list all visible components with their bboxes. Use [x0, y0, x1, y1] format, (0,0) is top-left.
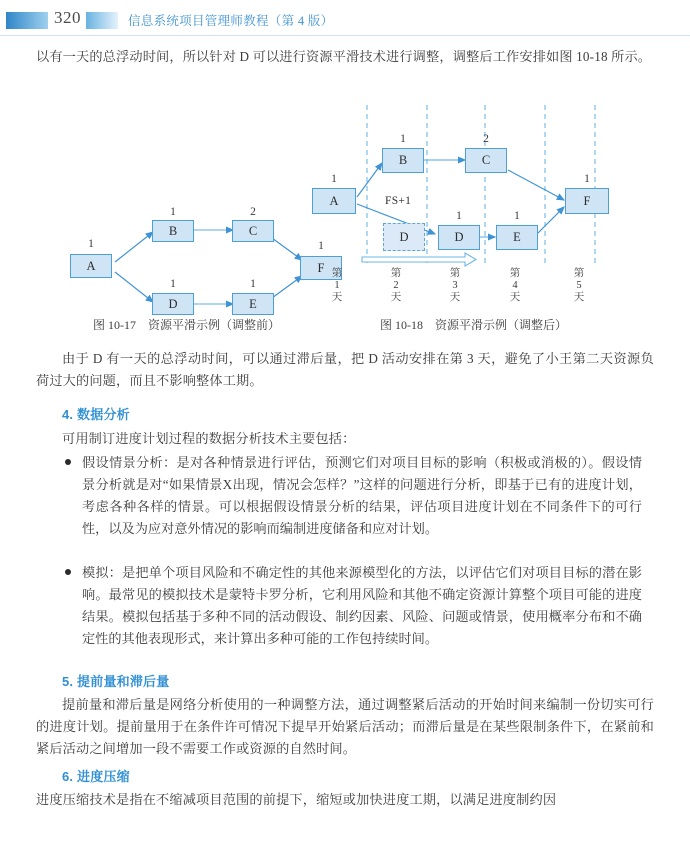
node-duration-d: 1	[456, 210, 462, 222]
node-f	[565, 188, 609, 214]
day-label-1-line2: 1	[334, 280, 340, 291]
day-label-4-line2: 4	[512, 280, 518, 291]
day-label-3	[448, 268, 462, 304]
section-4-lead: 可用制订进度计划过程的数据分析技术主要包括：	[62, 431, 356, 446]
post-figure-paragraph: 由于 D 有一天的总浮动时间，可以通过滞后量，把 D 活动安排在第 3 天，避免了小王第二天资源负荷过大的问题，而且不影响整体工期。	[36, 351, 654, 388]
book-title: 信息系统项目管理师教程（第 4 版）	[128, 14, 334, 28]
node-a-label: A	[86, 259, 96, 273]
node-d-label: D	[168, 297, 178, 311]
day-label-3-line1: 第	[449, 268, 461, 279]
node-duration-a: 1	[88, 238, 94, 250]
day-label-1-line3: 天	[331, 292, 343, 303]
bullet-dot-icon	[65, 459, 71, 465]
day-label-5-line3: 天	[573, 292, 585, 303]
relationship-label-fs1: FS+1	[385, 195, 412, 207]
day-label-2-line1: 第	[390, 268, 402, 279]
section-6-paragraph: 进度压缩技术是指在不缩减项目范围的前提下，缩短或加快进度工期，以满足进度制约因	[36, 792, 557, 807]
bullet-dot-icon	[65, 569, 71, 575]
node-c	[232, 220, 274, 242]
node-duration-c: 2	[483, 133, 489, 145]
day-label-3-line3: 天	[449, 292, 461, 303]
node-duration-b: 1	[170, 206, 176, 218]
bullet-item-text: 模拟：是把单个项目风险和不确定性的其他来源模型化的方法，以评估它们对项目目标的潜在影响。最常见的模拟技术是蒙特卡罗分析，它利用风险和其他不确定资源计算整个项目可能的进度结果。模拟包括基于多种不同的活动假设、制约因素、风险、问题或情景，使用概率分布和不确定性的其他表现形式，来计算出多种可能的工作包持续时间。	[82, 565, 642, 646]
day-label-1-line1: 第	[331, 268, 343, 279]
node-f-label: F	[583, 194, 591, 208]
node-e	[232, 293, 274, 315]
figure-10-17-caption: 图 10-17 资源平滑示例（调整前）	[93, 318, 280, 332]
node-d-original-label: D	[399, 230, 409, 244]
intro-paragraph: 以有一天的总浮动时间，所以针对 D 可以进行资源平滑技术进行调整，调整后工作安排如图 10-18 所示。	[36, 49, 652, 64]
day-label-1	[330, 268, 344, 304]
section-heading-5: 5. 提前量和滞后量	[62, 674, 170, 689]
node-e-label: E	[249, 297, 257, 311]
node-a	[312, 188, 356, 214]
node-b	[152, 220, 194, 242]
node-f-label: F	[317, 261, 325, 275]
header-divider	[0, 35, 690, 36]
node-duration-f: 1	[318, 240, 324, 252]
node-duration-b: 1	[400, 133, 406, 145]
day-label-4-line1: 第	[509, 268, 521, 279]
node-duration-f: 1	[584, 173, 590, 185]
day-label-2-line3: 天	[390, 292, 402, 303]
node-d-original-ghost	[383, 223, 425, 251]
day-label-5	[572, 268, 586, 304]
bullet-item-simulation	[82, 562, 642, 650]
node-d	[438, 225, 480, 250]
section-heading-4: 4. 数据分析	[62, 407, 130, 422]
bullet-item-what-if-analysis	[82, 452, 642, 540]
node-duration-e: 1	[514, 210, 520, 222]
node-d-label: D	[454, 230, 464, 244]
day-label-3-line2: 3	[452, 280, 458, 291]
page-number: 320	[54, 8, 81, 27]
day-label-4-line3: 天	[509, 292, 521, 303]
day-label-5-line1: 第	[573, 268, 585, 279]
node-b-label: B	[398, 153, 408, 167]
node-c-label: C	[248, 224, 258, 238]
figure-10-18-caption: 图 10-18 资源平滑示例（调整后）	[380, 318, 567, 332]
day-label-2-line2: 2	[393, 280, 399, 291]
node-b	[382, 148, 424, 173]
day-label-4	[508, 268, 522, 304]
day-label-5-line2: 5	[576, 280, 582, 291]
header-accent-bar-left	[6, 12, 48, 29]
section-5-paragraph: 提前量和滞后量是网络分析使用的一种调整方法，通过调整紧后活动的开始时间来编制一份切实可行的进度计划。提前量用于在条件许可情况下提早开始紧后活动；而滞后量是在某些限制条件下，在紧前和紧后活动之间增加一段不需要工作或资源的自然时间。	[36, 697, 654, 756]
bullet-item-text: 假设情景分析：是对各种情景进行评估，预测它们对项目目标的影响（积极或消极的）。假设情景分析就是对“如果情景X出现，情况会怎样？”这样的问题进行分析，即基于已有的进度计划，考虑各种各样的情景。可以根据假设情景分析的结果，评估项目进度计划在不同条件下的可行性，以及为应对意外情况的影响而编制进度储备和应对计划。	[82, 455, 642, 536]
day-label-2	[389, 268, 403, 304]
figure-10-18	[310, 105, 630, 310]
node-a-label: A	[329, 194, 339, 208]
node-duration-d: 1	[170, 278, 176, 290]
node-b-label: B	[168, 224, 178, 238]
page-header	[0, 0, 690, 36]
header-accent-bar-right	[86, 12, 118, 29]
node-c-label: C	[481, 153, 491, 167]
node-duration-e: 1	[250, 278, 256, 290]
node-duration-a: 1	[331, 173, 337, 185]
node-a	[70, 254, 112, 278]
node-c	[465, 148, 507, 173]
node-d	[152, 293, 194, 315]
node-e	[496, 225, 538, 250]
section-heading-6: 6. 进度压缩	[62, 769, 130, 784]
node-duration-c: 2	[250, 206, 256, 218]
figure-10-17	[40, 110, 325, 311]
node-e-label: E	[513, 230, 521, 244]
